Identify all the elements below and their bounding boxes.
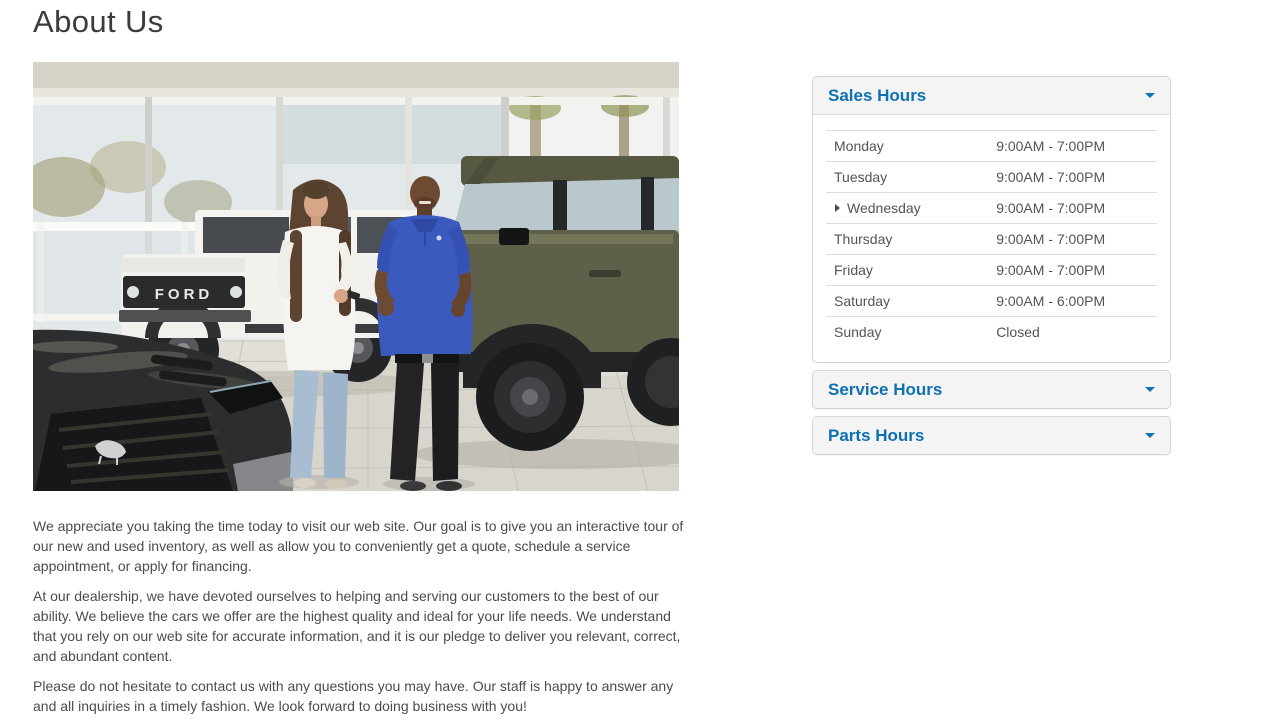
page-title: About Us: [33, 4, 164, 39]
time-value: 9:00AM - 7:00PM: [988, 224, 1157, 255]
time-value: Closed: [996, 324, 1040, 340]
table-row: [826, 317, 1157, 348]
table-row: [826, 224, 1157, 255]
table-row: [826, 162, 1157, 193]
table-row: [826, 255, 1157, 286]
chevron-down-icon: [1145, 93, 1155, 98]
about-paragraph-3: Please do not hesitate to contact us with any questions you may have. Our staff is happy to answer any and all inquiries in a timely fashion. We look forward to doing business with you!: [33, 678, 674, 714]
about-paragraph-2: At our dealership, we have devoted ourselves to helping and serving our customers to the best of our ability. We believe the cars we offer are the highest quality and ideal for your life needs. We understand that you rely on our web site for accurate information, and it is our pledge to deliver you relevant, correct, and abundant content.: [33, 588, 681, 664]
day-label: Friday: [826, 255, 988, 286]
sales-hours-panel: [812, 76, 1171, 363]
sales-hours-body: [813, 115, 1170, 362]
sales-hours-title: Sales Hours: [828, 86, 927, 105]
parts-hours-panel: [812, 416, 1171, 455]
time-value: 9:00AM - 7:00PM: [988, 193, 1157, 224]
about-text: [33, 516, 689, 726]
day-label: Thursday: [826, 224, 988, 255]
hours-accordion-group: [812, 76, 1171, 462]
time-value: 9:00AM - 7:00PM: [988, 131, 1157, 162]
day-label: Tuesday: [826, 162, 988, 193]
sales-hours-table: [826, 130, 1157, 347]
day-label: Monday: [826, 131, 988, 162]
parts-hours-title: Parts Hours: [828, 426, 925, 445]
time-value: 9:00AM - 6:00PM: [988, 286, 1157, 317]
about-paragraph-1: We appreciate you taking the time today to visit our web site. Our goal is to give you an interactive tour of our new and used inventory, as well as allow you to conveniently get a quote, schedule a service appointment, or apply for financing.: [33, 518, 684, 574]
table-row: [826, 131, 1157, 162]
table-row: [826, 286, 1157, 317]
service-hours-title: Service Hours: [828, 380, 943, 399]
ford-grille-text: FORD: [154, 286, 214, 303]
chevron-down-icon: [1145, 387, 1155, 392]
day-label: Sunday: [834, 324, 882, 340]
table-row-today: [826, 193, 1157, 224]
day-label: Saturday: [826, 286, 988, 317]
time-value: 9:00AM - 7:00PM: [988, 255, 1157, 286]
parts-hours-header[interactable]: [813, 417, 1170, 454]
chevron-down-icon: [1145, 433, 1155, 438]
service-hours-panel: [812, 370, 1171, 409]
today-marker-icon: [835, 204, 840, 212]
day-label: Wednesday: [847, 200, 921, 216]
sales-hours-header[interactable]: [813, 77, 1170, 115]
time-value: 9:00AM - 7:00PM: [988, 162, 1157, 193]
service-hours-header[interactable]: [813, 371, 1170, 408]
showroom-photo: [33, 62, 679, 491]
